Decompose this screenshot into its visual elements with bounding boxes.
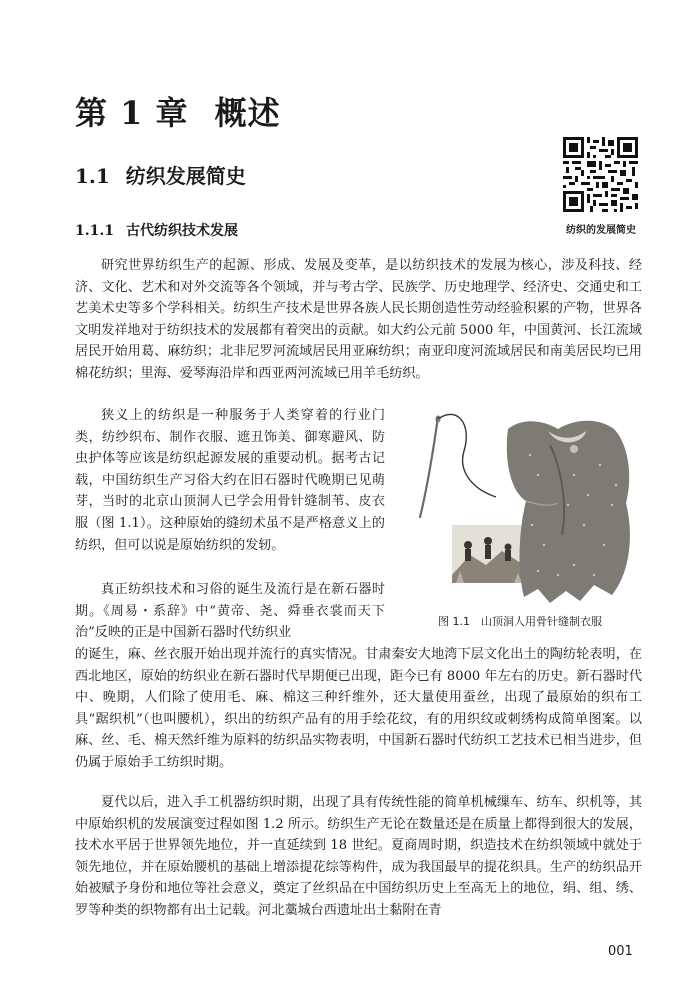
chapter-number: 第 1 章 — [75, 94, 189, 132]
paragraph-4: 夏代以后，进入手工机器纺织时期，出现了具有传统性能的简单机械缫车、纺车、织机等，其中原始织机的发展演变过程如图 1.2 所示。纺织生产无论在数量还是在质量上都得到很大的发展，技术水平居于世界领先地位，并一直延续到 18 世纪。夏商周时期，织造技术在纺织领域中就处于领先地位，并在原始腰机的基础上增添提花综等构件，成为我国最早的提花织具。生产的纺织品开始被赋予身份和地位等社会意义，奠定了丝织品在中国纺织历史上至高无上的地位，绢、组、绣、罗等种类的织物都有出土记载。河北藁城台西遗址出土黏附在青 — [75, 795, 642, 918]
hide-garment-picture — [507, 421, 630, 603]
paragraph-3-start: 真正纺织技术和习俗的诞生及流行是在新石器时期。《周易・系辞》中“黄帝、尧、舜垂衣裳而天下治”反映的正是中国新石器时代纺织业 — [75, 582, 385, 641]
qr-code-caption: 纺织的发展简史 — [566, 225, 636, 236]
paragraph-1: 研究世界纺织生产的起源、形成、发展及变革，是以纺织技术的发展为核心，涉及科技、经济、文化、艺术和对外交流等各个领域，并与考古学、民族学、历史地理学、经济史、交通史和工艺美术史等多个学科相关。纺织生产技术是世界各族人民长期创造性劳动经验积累的产物，世界各文明发祥地对于纺织技术的发展都有着突出的贡献。如大约公元前 5000 年，中国黄河、长江流域居民开始用葛、麻纺织；北非尼罗河流域居民用亚麻纺织；南亚印度河流域居民和南美居民均已用棉花纺织；里海、爱琴海沿岸和西亚两河流域已用羊毛纺织。 — [75, 258, 642, 381]
bone-needle-icon — [420, 414, 496, 517]
figure-caption: 图 1.1 山顶洞人用骨针缝制衣服 — [438, 615, 602, 628]
subsection-number: 1.1.1 — [75, 223, 114, 239]
paragraph-3-continued: 的诞生，麻、丝衣服开始出现并流行的真实情况。甘肃秦安大地湾下层文化出土的陶纺轮表明，在西北地区，原始的纺织业在新石器时代早期便已出现，距今已有 8000 年左右的历史。新石器时代中、晚期，人们除了使用毛、麻、棉这三种纤维外，还大量使用蚕丝，出现了最原始的织布工具“踞织机”（也叫腰机），织出的纺织产品有的用手绘花纹，有的用织纹或刺绣构成简单图案。以麻、丝、毛、棉天然纤维为原料的纺织品实物表明，中国新石器时代纺织工艺技术已相当进步，但仍属于原始手工纺织时期。 — [75, 647, 642, 770]
subsection-name: 古代纺织技术发展 — [125, 223, 238, 239]
figure-bone-needle-garment — [398, 405, 642, 605]
section-name: 纺织发展简史 — [125, 164, 246, 188]
cave-scene-picture — [452, 525, 524, 583]
chapter-name: 概述 — [214, 94, 281, 132]
chapter-title — [75, 88, 281, 134]
section-number: 1.1 — [75, 164, 110, 188]
subsection-title — [75, 220, 238, 240]
page-number: 001 — [608, 944, 633, 959]
paragraph-2: 狭义上的纺织是一种服务于人类穿着的行业门类，纺纱织布、制作衣服、遮丑饰美、御寒避风、防虫护体等应该是纺织起源发展的重要动机。据考古记载，中国纺织生产习俗大约在旧石器时代晚期已见萌芽，当时的北京山顶洞人已学会用骨针缝制苇、皮衣服（图 1.1）。这种原始的缝纫术虽不是严格意义上的纺织，但可以说是原始纺织的发轫。 — [75, 408, 385, 553]
section-title — [75, 160, 246, 189]
qr-code-icon[interactable] — [563, 137, 638, 212]
